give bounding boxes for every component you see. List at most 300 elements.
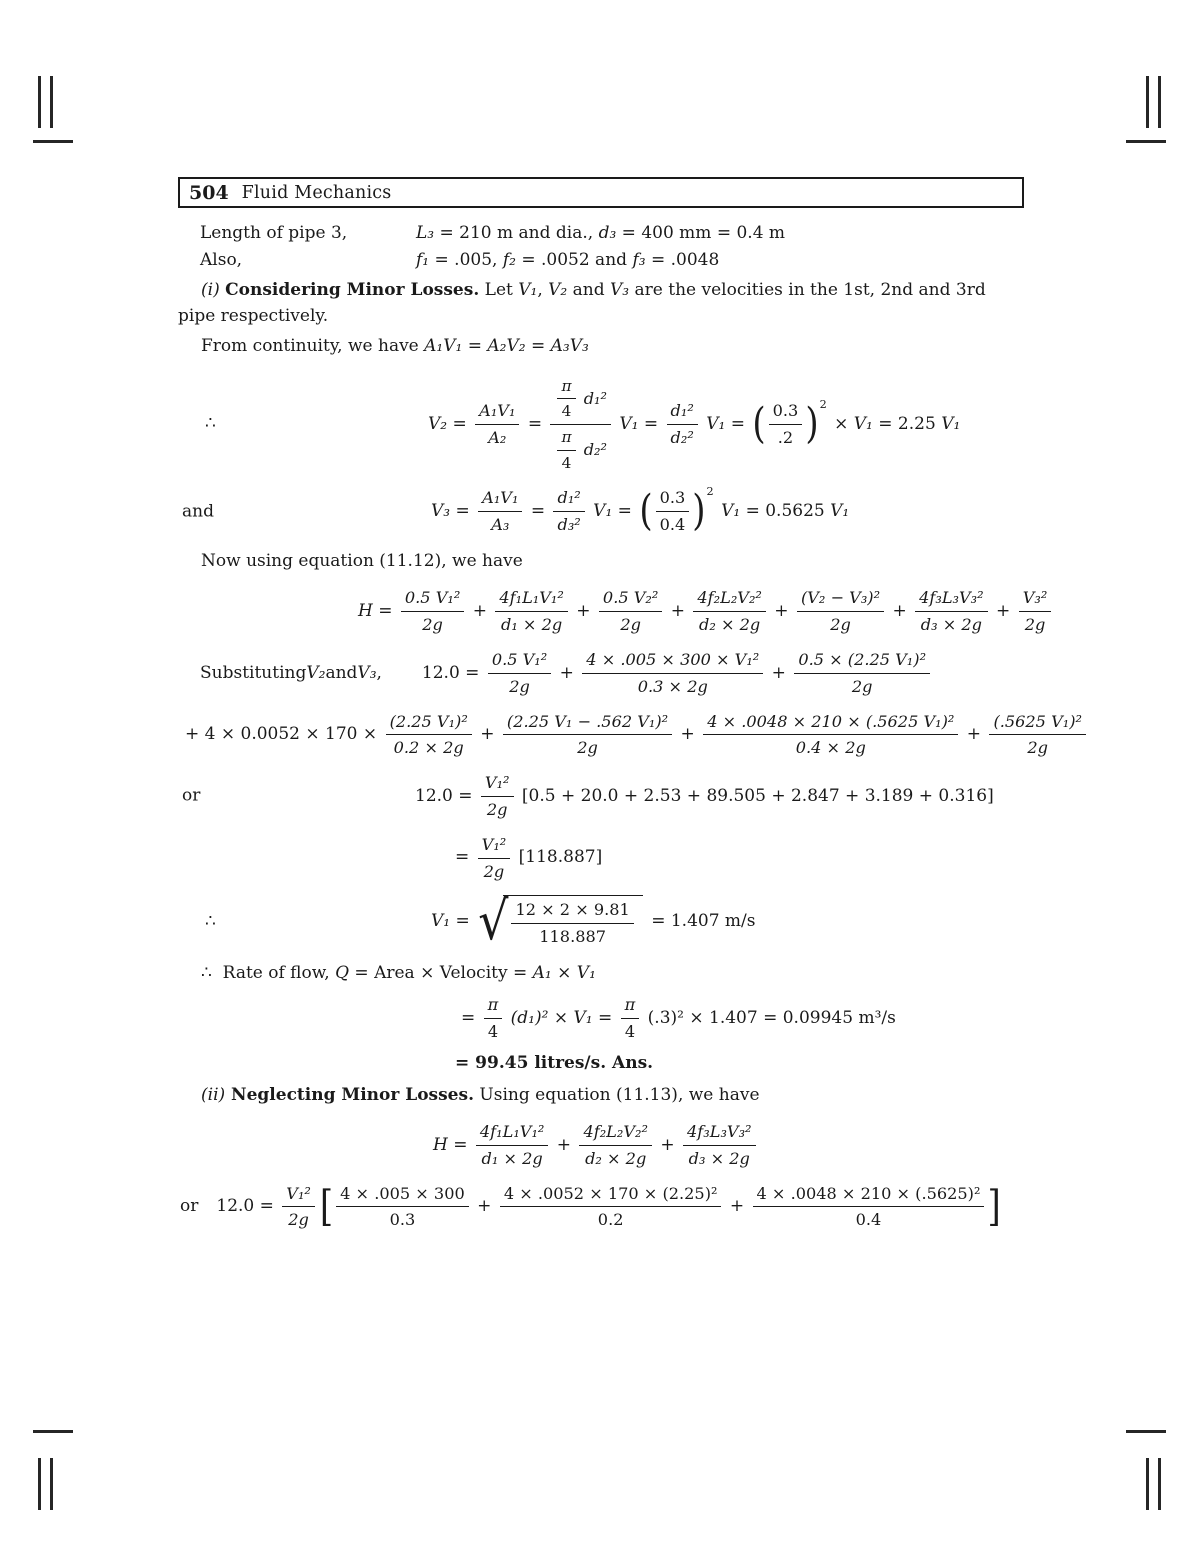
text-segment: From continuity, we have: [201, 336, 425, 356]
math-variable: H: [358, 600, 373, 621]
text-segment: = 400 mm = 0.4 m: [616, 223, 786, 243]
numerator: [475, 400, 519, 425]
fraction: [386, 711, 472, 760]
math-variable: V₁: [830, 500, 850, 521]
math-text: π: [487, 995, 499, 1015]
math-text: =: [612, 500, 638, 521]
math-text: V₁²: [481, 834, 507, 854]
math-text: 4 × .0052 × 170 × (2.25)²: [503, 1183, 718, 1203]
denominator: [573, 735, 602, 759]
text-segment: d₃: [598, 223, 617, 243]
numerator: [703, 711, 958, 736]
text-segment: f₁: [416, 249, 430, 270]
math-text: =: [450, 910, 476, 931]
math-text: d₁²: [557, 488, 581, 508]
denominator: [695, 612, 764, 636]
crop-mark-bottom-left-v1: [38, 1458, 41, 1510]
math-text: +: [768, 600, 794, 621]
line-value: [416, 221, 1024, 247]
math-bold-text: = 99.45 litres/s. Ans.: [455, 1053, 654, 1074]
text-segment: =: [462, 336, 488, 356]
math-text: 4 × .0048 × 210 × (.5625 V₁)²: [707, 711, 955, 731]
text-segment: and: [567, 280, 611, 300]
denominator: [594, 1207, 628, 1231]
equation-row: [178, 487, 1024, 536]
open-bracket: [: [319, 1181, 334, 1232]
numerator: [401, 587, 464, 612]
fraction: [500, 1183, 722, 1232]
math-text: +: [887, 600, 913, 621]
numerator: [582, 649, 763, 674]
fraction: [915, 587, 988, 636]
math-text: 2g: [422, 615, 443, 635]
fraction: [478, 487, 522, 536]
math-text: +: [961, 724, 987, 745]
equation: [428, 376, 960, 474]
fraction: [703, 711, 958, 760]
numerator: [753, 1183, 985, 1208]
text-segment: or: [180, 1196, 199, 1217]
equation: [382, 649, 933, 698]
math-text: [118.887]: [513, 847, 603, 868]
fraction: [503, 711, 672, 760]
text-segment: L₃: [416, 223, 435, 243]
numerator: [693, 587, 766, 612]
text-segment: (ii): [201, 1084, 226, 1105]
math-text: =: [372, 600, 398, 621]
math-text: =: [525, 500, 551, 521]
math-text: 0.5 × (2.25 V₁)²: [798, 650, 927, 669]
math-text: +: [665, 600, 691, 621]
fraction: [582, 649, 763, 698]
text-segment: Considering Minor Losses.: [225, 280, 480, 300]
text-segment: Also,: [200, 249, 243, 270]
math-text: (V₂ − V₃)²: [800, 588, 881, 608]
math-text: (2.25 V₁ − .562 V₁)²: [506, 711, 669, 731]
math-variable: V₃: [431, 500, 451, 521]
numerator: [553, 487, 584, 512]
exponent: 2: [706, 485, 714, 499]
math-variable: V₁: [715, 500, 741, 521]
numerator: [1019, 587, 1052, 612]
bracket-group: [639, 487, 713, 536]
fraction: [557, 427, 575, 473]
math-text: +: [471, 1196, 497, 1217]
math-text: 0.5 V₁²: [491, 650, 548, 669]
math-text: 4f₁L₁V₁²: [499, 588, 564, 608]
math-variable: V₁: [941, 413, 961, 434]
text-segment: A₁V₁: [424, 336, 463, 356]
text-segment: Using equation (11.13), we have: [474, 1084, 760, 1105]
math-text: A₂: [488, 427, 507, 447]
denominator: [480, 859, 509, 883]
math-text: (2.25 V₁)²: [389, 711, 468, 731]
text-segment: f₃: [632, 249, 646, 270]
equation-row: [178, 1051, 1024, 1077]
denominator: [667, 425, 698, 449]
numerator: [557, 376, 575, 400]
crop-mark-bottom-left-h: [33, 1430, 73, 1433]
numerator: [989, 711, 1086, 736]
math-text: 2g: [830, 615, 851, 635]
math-text: 2g: [620, 615, 641, 635]
fraction: [476, 1121, 549, 1170]
math-text: +: [766, 662, 792, 683]
equation-row: [178, 711, 1082, 760]
math-variable: V₁: [431, 910, 451, 931]
math-text: 4 × .005 × 300: [340, 1183, 465, 1203]
math-text: ×: [828, 413, 854, 434]
equation-row: [178, 994, 1024, 1043]
fraction: [656, 487, 690, 536]
math-text: d₁ × 2g: [481, 1148, 543, 1168]
math-text: 0.3: [659, 488, 686, 508]
numerator: [621, 994, 640, 1019]
denominator: [487, 512, 513, 536]
equation-row: [178, 649, 1024, 698]
equation-row: [178, 1121, 1024, 1170]
equation-lead: [182, 499, 214, 525]
numerator: [481, 772, 514, 797]
numerator: [656, 487, 690, 512]
math-text: 2g: [486, 799, 508, 819]
numerator: [488, 649, 551, 674]
math-text: 4 × .0048 × 210 × (.5625)²: [756, 1183, 981, 1203]
equation-row: [178, 834, 1024, 883]
math-text: d₂ × 2g: [699, 615, 761, 635]
text-segment: and: [182, 500, 214, 521]
math-text: 2g: [509, 676, 530, 696]
equation-row: [178, 772, 1024, 821]
denominator: [656, 512, 690, 536]
math-text: 4f₃L₃V₃²: [919, 588, 984, 608]
bracket-group: [752, 400, 826, 449]
fraction: [488, 649, 551, 698]
math-text: =: [592, 1008, 618, 1029]
equation-row: [178, 376, 1024, 474]
text-segment: V₁: [518, 280, 538, 300]
math-text: d₃²: [557, 515, 581, 535]
fraction: [753, 1183, 985, 1232]
denominator: [848, 674, 877, 698]
fraction: [797, 587, 884, 636]
paragraph: [178, 1083, 1024, 1109]
fraction: [475, 400, 519, 449]
math-text: d₁ × 2g: [501, 615, 563, 635]
math-text: 0.2: [597, 1210, 624, 1230]
paragraph: [178, 278, 1024, 329]
equation: [433, 1121, 759, 1170]
two-column-line: [178, 221, 1024, 247]
text-segment: V₂: [548, 280, 568, 300]
text-segment: V₃: [357, 662, 377, 683]
paragraph: [178, 961, 1024, 987]
equation-lead: [180, 1194, 198, 1220]
text-segment: or: [182, 785, 201, 806]
numerator: [282, 1183, 315, 1208]
math-text: +: [654, 1134, 681, 1155]
text-segment: ∴: [205, 910, 216, 931]
denominator: [634, 674, 712, 698]
math-text: =: [461, 1008, 481, 1029]
equation: [461, 994, 896, 1043]
text-segment: = .0052 and: [515, 249, 633, 270]
fraction: [282, 1183, 315, 1232]
exponent: 2: [819, 398, 827, 412]
text-segment: and: [325, 662, 358, 683]
numerator: [484, 994, 503, 1019]
fraction: [553, 487, 584, 536]
crop-mark-top-right-h: [1126, 140, 1166, 143]
text-segment: (i): [201, 280, 226, 300]
crop-mark-top-right-v2: [1158, 76, 1161, 128]
denominator: [792, 735, 870, 759]
math-text: +: [554, 662, 580, 683]
math-text: =: [455, 847, 475, 868]
math-text: 0.4: [659, 515, 686, 535]
equation-row: [178, 890, 1024, 953]
numerator: [550, 376, 610, 425]
line-value: [416, 248, 1024, 274]
numerator: [500, 1183, 722, 1208]
math-text: π: [624, 995, 636, 1015]
math-text: 4 × .005 × 300 × V₁²: [586, 650, 760, 669]
numerator: [794, 649, 930, 674]
text-segment: ∴ Rate of flow,: [201, 962, 336, 983]
denominator: [550, 425, 610, 473]
line-label: [178, 221, 416, 247]
math-text: +: [990, 600, 1016, 621]
crop-mark-top-left-h: [33, 140, 73, 143]
math-text: =: [447, 1134, 473, 1155]
crop-mark-bottom-right-v1: [1146, 1458, 1149, 1510]
denominator: [685, 1146, 754, 1170]
fraction: [769, 400, 803, 449]
bracket-group: [320, 1183, 1001, 1232]
numerator: [336, 1183, 469, 1208]
math-text: A₁V₁: [482, 488, 519, 508]
close-bracket: ): [692, 486, 706, 537]
math-text: V₁²: [484, 773, 510, 793]
equation-lead: [182, 784, 200, 810]
fraction: [1019, 587, 1052, 636]
math-variable: (d₁)² × V₁: [505, 1008, 593, 1029]
numerator: [769, 400, 803, 425]
two-column-line: [178, 248, 1024, 274]
text-segment: =: [525, 336, 551, 356]
fraction: [621, 994, 640, 1043]
math-text: 2g: [1024, 615, 1046, 635]
math-text: d₂ × 2g: [585, 1148, 647, 1168]
denominator: [418, 612, 447, 636]
numerator: [797, 587, 884, 612]
math-variable: d₁²: [578, 388, 607, 408]
math-text: 12.0 =: [415, 785, 478, 806]
denominator: [484, 1019, 502, 1043]
math-text: + 4 × 0.0052 × 170 ×: [185, 724, 383, 745]
math-text: +: [474, 724, 500, 745]
numerator: [667, 400, 698, 425]
text-segment: f₂: [502, 249, 516, 270]
text-segment: Let: [479, 280, 519, 300]
book-title: Fluid Mechanics: [241, 182, 392, 203]
equation: [431, 890, 756, 953]
math-text: 4: [624, 1022, 636, 1042]
text-segment: = 210 m and dia.,: [434, 223, 599, 243]
fraction: [478, 834, 511, 883]
math-text: =: [447, 413, 473, 434]
equation-lead: [200, 661, 382, 687]
math-text: 118.887: [539, 927, 607, 947]
text-segment: V₃: [610, 280, 630, 300]
equation: [415, 772, 994, 821]
math-text: V₁²: [286, 1183, 311, 1203]
denominator: [505, 674, 534, 698]
math-text: 2g: [577, 738, 598, 758]
denominator: [553, 512, 584, 536]
math-text: 0.5 V₂²: [602, 588, 659, 608]
denominator: [483, 797, 512, 821]
crop-mark-bottom-left-v2: [50, 1458, 53, 1510]
math-text: +: [675, 724, 701, 745]
text-segment: ×: [551, 962, 577, 983]
text-segment: V₂: [306, 662, 326, 683]
equation: [358, 587, 1054, 636]
fraction: [481, 772, 514, 821]
numerator: [478, 834, 511, 859]
math-text: 12.0 =: [421, 662, 485, 683]
numerator: [915, 587, 988, 612]
denominator: [852, 1207, 886, 1231]
math-text: = 0.5625: [740, 500, 831, 521]
text-segment: Now using equation (11.12), we have: [201, 550, 523, 571]
equation-row: [178, 1183, 1024, 1232]
denominator: [386, 1207, 420, 1231]
math-text: A₁V₁: [479, 401, 516, 421]
numerator: [557, 427, 575, 451]
paragraph: [178, 334, 1024, 360]
fraction: [336, 1183, 469, 1232]
content-column: [178, 220, 1082, 1244]
numerator: [683, 1121, 756, 1146]
math-text: 2g: [288, 1210, 309, 1230]
denominator: [558, 451, 576, 474]
math-text: V₃²: [1022, 588, 1048, 608]
radical-sign: √: [478, 890, 509, 953]
math-text: π: [561, 427, 572, 446]
fraction: [667, 400, 698, 449]
fraction: [557, 376, 575, 422]
text-segment: Substituting: [200, 662, 307, 683]
math-text: 2g: [851, 676, 873, 696]
math-variable: H: [433, 1134, 448, 1155]
math-text: π: [561, 376, 572, 395]
crop-mark-bottom-right-h: [1126, 1430, 1166, 1433]
crop-mark-bottom-right-v2: [1158, 1458, 1161, 1510]
math-text: =: [725, 413, 751, 434]
math-text: 0.4 × 2g: [795, 738, 866, 758]
math-text: +: [570, 600, 596, 621]
numerator: [579, 1121, 652, 1146]
text-segment: A₂V₂: [487, 336, 526, 356]
math-text: 2g: [483, 861, 505, 881]
equation: [455, 834, 602, 883]
fraction: [989, 711, 1086, 760]
numerator: [386, 711, 472, 736]
math-text: 4f₁L₁V₁²: [479, 1122, 545, 1142]
math-variable: V₂: [428, 413, 448, 434]
math-variable: V₁: [613, 413, 639, 434]
text-segment: = .0048: [645, 249, 720, 270]
denominator: [826, 612, 855, 636]
text-segment: A₁: [532, 962, 552, 983]
math-text: d₁²: [670, 401, 694, 421]
fraction: [550, 376, 610, 474]
close-bracket: ]: [987, 1181, 1001, 1232]
math-variable: V₁: [587, 500, 613, 521]
fraction: [599, 587, 662, 636]
denominator: [484, 425, 510, 449]
math-text: [0.5 + 20.0 + 2.53 + 89.505 + 2.847 + 3.189 + 0.316]: [516, 785, 994, 806]
denominator: [497, 612, 566, 636]
denominator: [535, 924, 610, 948]
math-text: 12 × 2 × 9.81: [515, 900, 630, 920]
fraction: [693, 587, 766, 636]
crop-mark-top-right-v1: [1146, 76, 1149, 128]
math-text: 4f₂L₂V₂²: [583, 1122, 648, 1142]
denominator: [390, 735, 468, 759]
math-text: (.3)² × 1.407 = 0.09945 m³/s: [642, 1008, 896, 1029]
numerator: [599, 587, 662, 612]
numerator: [478, 487, 522, 512]
math-text: 4f₃L₃V₃²: [687, 1122, 752, 1142]
math-text: +: [724, 1196, 750, 1217]
denominator: [621, 1019, 639, 1043]
math-text: 4: [487, 1022, 499, 1042]
text-segment: ∴: [205, 413, 216, 434]
math-text: 0.5 V₁²: [404, 588, 461, 608]
math-text: = 1.407 m/s: [645, 910, 756, 931]
text-segment: = .005,: [429, 249, 503, 270]
equation: [455, 1051, 653, 1077]
math-text: +: [551, 1134, 577, 1155]
equation-row: [178, 587, 1048, 636]
math-text: A₃: [491, 515, 510, 535]
text-segment: Neglecting Minor Losses.: [225, 1084, 474, 1105]
math-text: (.5625 V₁)²: [993, 711, 1082, 731]
math-text: 0.3 × 2g: [637, 676, 708, 696]
math-text: 4f₂L₂V₂²: [697, 588, 762, 608]
math-text: +: [467, 600, 493, 621]
math-text: 12.0 =: [216, 1196, 280, 1217]
crop-mark-top-left-v1: [38, 76, 41, 128]
equation: [198, 1183, 1002, 1232]
numerator: [511, 899, 633, 924]
math-text: =: [522, 413, 548, 434]
page-number: 504: [189, 181, 229, 204]
math-text: =: [450, 500, 476, 521]
math-text: .2: [777, 427, 794, 447]
denominator: [478, 1146, 547, 1170]
math-text: d₃ × 2g: [688, 1148, 750, 1168]
radicand: [503, 895, 642, 948]
fraction: [511, 899, 633, 948]
text-segment: Length of pipe 3,: [200, 223, 348, 243]
close-bracket: ): [805, 399, 819, 450]
math-text: d₃ × 2g: [920, 615, 982, 635]
math-variable: V₁: [700, 413, 726, 434]
text-segment: Q: [335, 962, 350, 983]
